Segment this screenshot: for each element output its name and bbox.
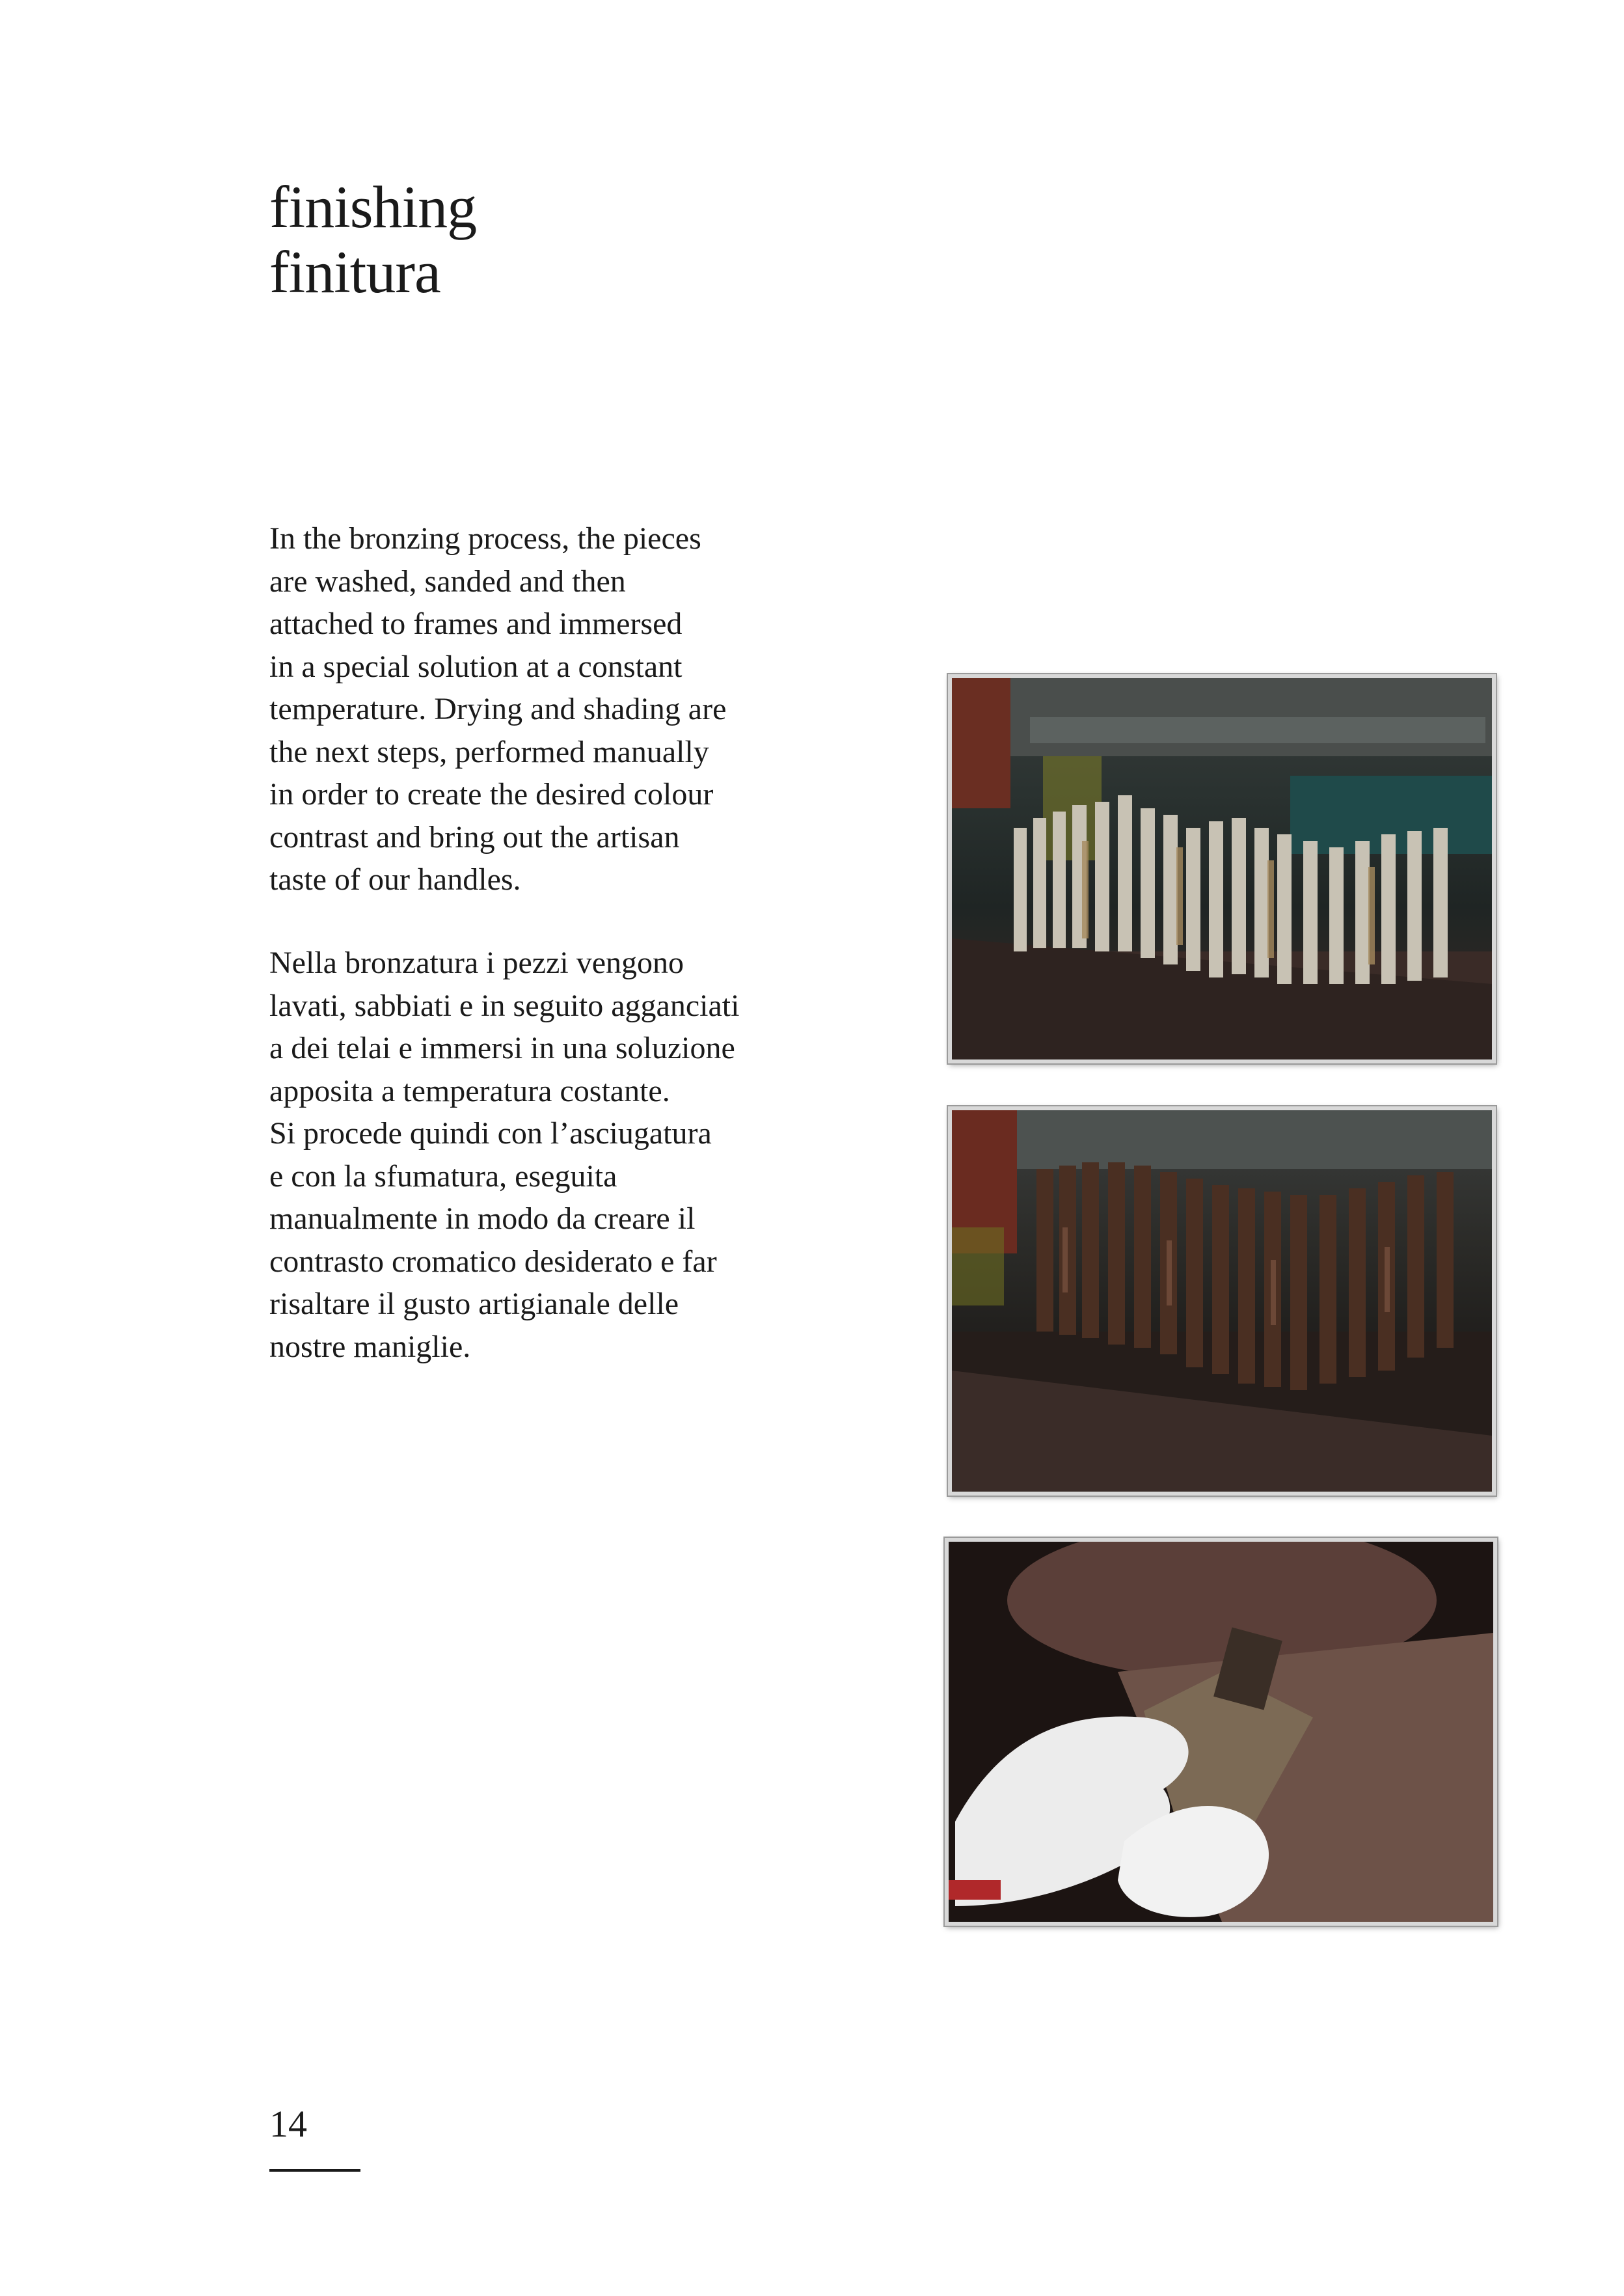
photo-handles-bronzed-bath xyxy=(948,1106,1496,1496)
title-italian: finitura xyxy=(269,239,440,305)
title-english: finishing xyxy=(269,174,477,240)
photo-handles-on-frames-silver xyxy=(948,674,1496,1063)
paragraph-english: In the bronzing process, the pieces are washed, sanded and then attached to frames and immersed in a special solution at a constant temperature. Drying and shading are the next steps, performed manually in order to create the desired colour contrast and bring out the artisan taste of our handles. xyxy=(269,521,727,897)
page-number-rule xyxy=(269,2169,360,2172)
page-title xyxy=(269,174,476,305)
paragraph-italian: Nella bronzatura i pezzi vengono lavati, sabbiati e in seguito agganciati a dei telai e immersi in una soluzione apposita a temperatura costante. Si procede quindi con l’asciugatura e con la sfumatura, eseguita manualmente in modo da creare il contrasto cromatico desiderato e far risaltare il gusto artigianale delle nostre maniglie. xyxy=(269,946,740,1364)
photo-gloved-hands-shading xyxy=(945,1538,1497,1926)
page-number: 14 xyxy=(269,2103,307,2145)
